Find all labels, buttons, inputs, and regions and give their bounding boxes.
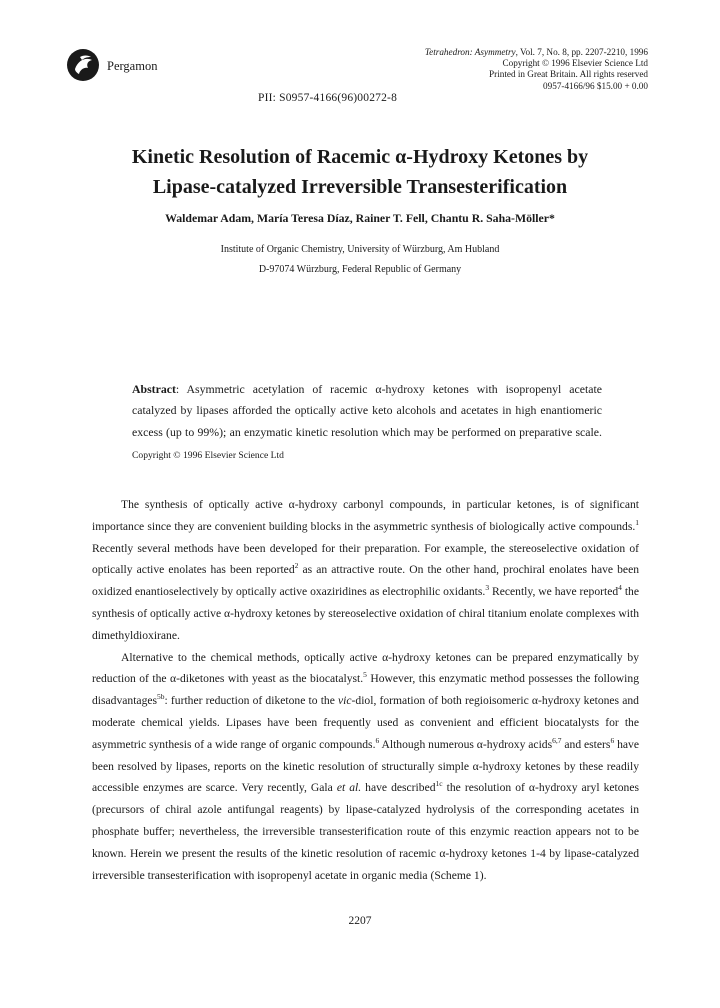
journal-copyright: Copyright © 1996 Elsevier Science Ltd	[502, 58, 648, 69]
reference-mark: 4	[618, 583, 622, 593]
text-span: Alternative to the chemical methods, optically active α-hydroxy ketones can be prepared enzymatically by reduction of the α-diketones with yeast as the biocatalyst.	[92, 650, 639, 686]
journal-name: Tetrahedron: Asymmetry	[424, 47, 516, 57]
journal-volume: , Vol. 7, No. 8, pp. 2207-2210, 1996	[515, 47, 648, 57]
italic-span: vic	[338, 694, 352, 708]
reference-mark: 6,7	[552, 735, 562, 745]
pii: PII: S0957-4166(96)00272-8	[258, 92, 398, 104]
reference-mark: 2	[294, 561, 299, 571]
reference-mark: 5b	[157, 692, 165, 702]
text-span: Recently several methods have been developed for their preparation. For example, the stereoselective oxidation of optically active enolates has been reported	[92, 541, 639, 577]
text-span: The synthesis of optically active α-hydroxy carbonyl compounds, in particular ketones, is of significant importance since they are convenient building blocks in the asymmetric synthesis of biologically active compounds.	[92, 498, 639, 533]
journal-citation	[425, 47, 648, 58]
abstract-copyright: Copyright © 1996 Elsevier Science Ltd	[132, 449, 284, 461]
text-span: -diol, formation of both regioisomeric α-hydroxy ketones and moderate chemical yields. Lipases have been frequently used as convenient and efficient biocatalysts for the asymmetric synthesis of a wide range of organic compounds.	[92, 694, 639, 751]
paragraph-2	[92, 647, 639, 887]
text-span: However, this enzymatic method possesses the following disadvantages	[92, 672, 639, 708]
text-span: the synthesis of optically active α-hydroxy ketones by stereoselective oxidation of chiral titanium enolate complexes with dimethyldioxirane.	[92, 585, 639, 642]
journal-printed: Printed in Great Britain. All rights reserved	[489, 69, 648, 80]
reference-mark: 5	[363, 670, 367, 680]
reference-mark: 1c	[435, 779, 443, 789]
title-line-1: Kinetic Resolution of Racemic α-Hydroxy Ketones by	[131, 146, 589, 168]
text-span: have been resolved by lipases, reports on the kinetic resolution of structurally simple α-hydroxy ketones by these readily accessible enzymes are scarce. Very recently, Gala	[92, 737, 639, 795]
body-text	[92, 494, 639, 886]
reference-mark: 1	[635, 517, 639, 527]
text-span: as an attractive route. On the other hand, prochiral enolates have been oxidized enantioselectively by optically active oxaziridines as electrophilic oxidants.	[92, 563, 640, 599]
text-span: and esters	[561, 737, 611, 751]
text-span: Recently, we have reported	[489, 585, 619, 599]
title-line-2: Lipase-catalyzed Irreversible Transesterification	[152, 176, 568, 198]
paper-title	[0, 142, 720, 202]
paragraph-1	[92, 494, 639, 647]
abstract-label: Abstract	[132, 382, 176, 396]
page-number: 2207	[348, 915, 372, 927]
authors: Waldemar Adam, María Teresa Díaz, Rainer T. Fell, Chantu R. Saha-Möller*	[165, 211, 555, 225]
text-span: : further reduction of diketone to the	[164, 694, 339, 708]
pergamon-logo-icon	[66, 48, 100, 82]
journal-info	[425, 47, 648, 92]
reference-mark: 3	[485, 583, 490, 593]
affiliation-line-1: Institute of Organic Chemistry, University of Würzburg, Am Hubland	[220, 244, 500, 255]
affiliation-line-2: D-97074 Würzburg, Federal Republic of Germany	[258, 264, 462, 275]
italic-span: et al.	[336, 781, 362, 795]
abstract-text: : Asymmetric acetylation of racemic α-hydroxy ketones with isopropenyl acetate catalyzed by lipases afforded the optically active keto alcohols and acetates in high enantiomeric excess (up to 99%); an enzymatic kinetic resolution which may be performed on preparative scale.	[132, 382, 602, 439]
text-span: have described	[361, 781, 436, 795]
journal-issn: 0957-4166/96 $15.00 + 0.00	[543, 80, 648, 91]
abstract	[132, 379, 602, 466]
text-span: the resolution of α-hydroxy aryl ketones (precursors of chiral azole antifungal reagents) by lipase-catalyzed hydrolysis of the corresponding acetates in phosphate buffer; nevertheless, the irreversible transesterification route of this enzymic reaction appears not to be known. Herein we present the results of the kinetic resolution of racemic α-hydroxy ketones 1-4 by lipase-catalyzed irreversible transesterification with isopropenyl acetate in organic media (Scheme 1).	[92, 781, 639, 882]
text-span: Although numerous α-hydroxy acids	[379, 737, 553, 751]
publisher-name: Pergamon	[107, 59, 158, 73]
reference-mark: 6	[375, 735, 380, 745]
reference-mark: 6	[610, 735, 615, 745]
